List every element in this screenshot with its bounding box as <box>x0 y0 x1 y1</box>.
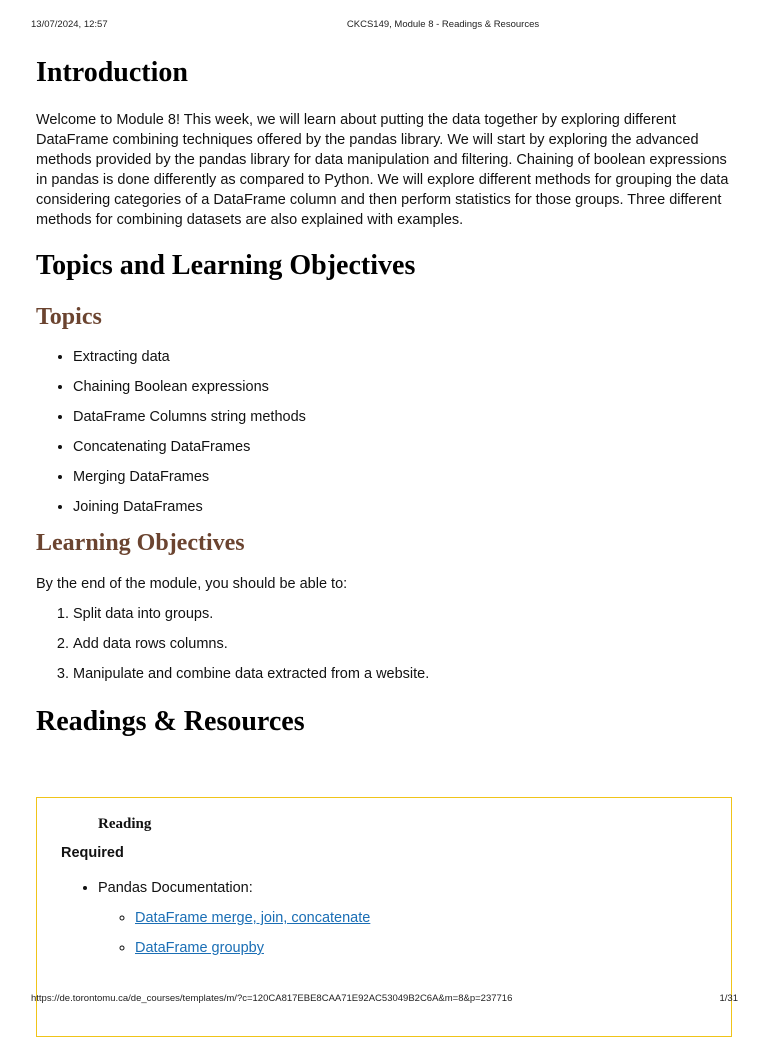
learning-objectives-heading: Learning Objectives <box>36 530 245 556</box>
list-item: 1. Split data into groups. <box>73 604 736 624</box>
required-label: Required <box>61 845 124 861</box>
print-url: https://de.torontomu.ca/de_courses/templates/m/?c=120CA817EBE8CAA71E92AC53049B2C6A&m=8&p=237716 <box>31 993 513 1004</box>
list-item: 2. Add data rows columns. <box>73 634 736 654</box>
objectives-intro: By the end of the module, you should be able to: <box>36 576 348 592</box>
objectives-list <box>36 604 736 684</box>
list-item: • Extracting data <box>73 347 736 367</box>
groupby-link[interactable]: DataFrame groupby <box>135 940 264 956</box>
main-content <box>36 52 736 740</box>
print-date: 13/07/2024, 12:57 <box>31 19 108 30</box>
list-item <box>135 908 370 928</box>
merge-join-concatenate-link[interactable]: DataFrame merge, join, concatenate <box>135 910 371 926</box>
list-item: • Concatenating DataFrames <box>73 437 736 457</box>
introduction-paragraph: Welcome to Module 8! This week, we will learn about putting the data together by exploring different DataFrame combining techniques offered by the pandas library. We will start by exploring the advanced methods provided by the pandas library for data manipulation and filtering. Chaining of boolean expressions in pandas is done differently as compared to Python. We will explore different methods for grouping the data considering categories of a DataFrame column and then perform statistics for those groups. Three different methods for combining datasets are also explained with examples. <box>36 112 729 228</box>
list-item: 3. Manipulate and combine data extracted from a website. <box>73 664 736 684</box>
list-item: • Joining DataFrames <box>73 497 736 517</box>
list-item <box>135 938 370 958</box>
reading-label: Reading <box>98 816 152 832</box>
print-title: CKCS149, Module 8 - Readings & Resources <box>346 19 540 30</box>
list-item: • Merging DataFrames <box>73 467 736 487</box>
introduction-heading: Introduction <box>36 57 188 88</box>
print-footer <box>0 993 768 1007</box>
pandas-docs-label: Pandas Documentation: <box>98 880 253 896</box>
list-item <box>98 878 370 958</box>
topics-list <box>36 347 736 517</box>
page-number: 1/31 <box>719 993 738 1004</box>
readings-resources-heading: Readings & Resources <box>36 706 305 737</box>
reading-links <box>98 908 370 958</box>
print-header <box>0 19 768 33</box>
list-item: • Chaining Boolean expressions <box>73 377 736 397</box>
reading-list <box>61 878 370 968</box>
topics-heading: Topics <box>36 304 102 330</box>
list-item: • DataFrame Columns string methods <box>73 407 736 427</box>
topics-objectives-heading: Topics and Learning Objectives <box>36 250 416 281</box>
